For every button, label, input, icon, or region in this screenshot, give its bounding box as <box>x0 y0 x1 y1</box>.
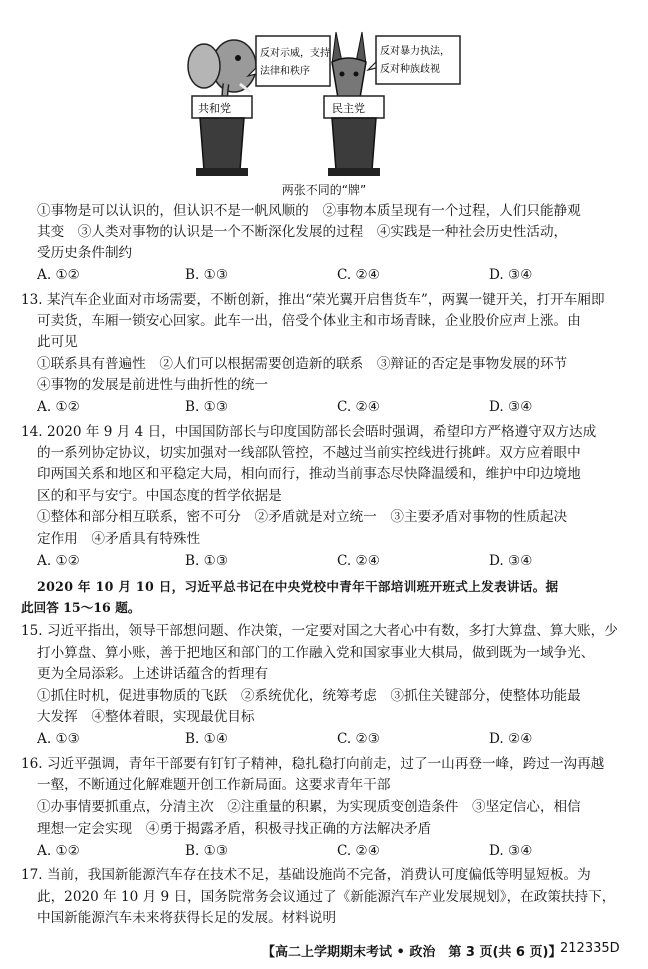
q12-option-b[interactable]: B. ①③ <box>185 267 229 283</box>
q14-option-a[interactable]: A. ①② <box>37 553 80 569</box>
q15-choice-line-1: ①抓住时机，促进事物质的飞跃 ②系统优化，统筹考虑 ③抓住关键部分，使整体功能最 <box>37 688 581 704</box>
bubble-left-line-2: 法律和秩序 <box>260 66 310 77</box>
q14-stem-line-1: 14. 2020 年 9 月 4 日，中国国防部长与印度国防部长会晤时强调，希望印方严格遵守双方达成 <box>21 424 597 440</box>
q13-stem-line-2: 可卖货，车厢一锁安心回家。此车一出，倍受个体业主和市场青睐，企业股价应声上涨。由 <box>37 313 581 329</box>
q13-stem-line-3: 此可见 <box>37 334 78 350</box>
q12-option-a[interactable]: A. ①② <box>37 267 80 283</box>
bubble-right-line-2: 反对种族歧视 <box>380 64 440 75</box>
q14-choice-line-1: ①整体和部分相互联系，密不可分 ②矛盾就是对立统一 ③主要矛盾对事物的性质起决 <box>37 509 568 525</box>
q15-choice-line-2: 大发挥 ④整体着眼，实现最优目标 <box>37 709 255 725</box>
q17-stem-line-2: 此，2020 年 10 月 9 日，国务院常务会议通过了《新能源汽车产业发展规划》，在政策扶持下， <box>37 889 616 905</box>
q14-choice-line-2: 定作用 ④矛盾具有特殊性 <box>37 531 201 547</box>
cartoon-caption: 两张不同的“牌” <box>281 183 367 197</box>
podium-label-right: 民主党 <box>332 102 365 115</box>
q16-option-c[interactable]: C. ②④ <box>337 843 380 859</box>
q14-option-b[interactable]: B. ①③ <box>185 553 229 569</box>
q12-choice-line-3: 受历史条件制约 <box>37 245 133 261</box>
q15-stem-line-2: 打小算盘、算小账，善于把地区和部门的工作融入党和国家事业大棋局，做到既为一域争光、 <box>37 645 595 661</box>
political-cartoon <box>186 22 466 180</box>
q14-stem-line-2: 的一系列协定协议，切实加强对一线部队管控，不越过当前实控线进行挑衅。双方应着眼中 <box>37 445 581 461</box>
q13-choice-line-1: ①联系具有普遍性 ②人们可以根据需要创造新的联系 ③辩证的否定是事物发展的环节 <box>37 356 568 372</box>
q14-stem-line-3: 印两国关系和地区和平稳定大局，相向而行，推动当前事态尽快降温缓和，维护中印边境地 <box>37 466 581 482</box>
bubble-right-line-1: 反对暴力执法， <box>380 46 450 57</box>
q12-option-d[interactable]: D. ③④ <box>489 267 533 283</box>
q15-stem-line-3: 更为全局添彩。上述讲话蕴含的哲理有 <box>37 666 269 682</box>
q13-option-a[interactable]: A. ①② <box>37 399 80 415</box>
q13-option-b[interactable]: B. ①③ <box>185 399 229 415</box>
footer-paper-code: 212335D <box>560 941 620 956</box>
q15-option-b[interactable]: B. ①④ <box>185 731 229 747</box>
q13-stem-line-1: 13. 某汽车企业面对市场需要，不断创新，推出“荣光翼开启售货车”，两翼一键开关，打开车厢即 <box>21 292 605 308</box>
footer-exam-title: 【高二上学期期末考试 • 政治 第 3 页(共 6 页)】 <box>262 945 562 960</box>
bubble-left-line-1: 反对示威，支持 <box>260 48 330 59</box>
q15-option-a[interactable]: A. ①③ <box>37 731 80 747</box>
q13-option-c[interactable]: C. ②④ <box>337 399 380 415</box>
q14-option-c[interactable]: C. ②④ <box>337 553 380 569</box>
section-intro-line-2: 此回答 15～16 题。 <box>21 600 141 615</box>
q16-choice-line-2: 理想一定会实现 ④勇于揭露矛盾，积极寻找正确的方法解决矛盾 <box>37 821 432 837</box>
q14-stem-line-4: 区的和平与安宁。中国态度的哲学依据是 <box>37 488 282 504</box>
q16-option-b[interactable]: B. ①③ <box>185 843 229 859</box>
q15-option-d[interactable]: D. ②④ <box>489 731 533 747</box>
q15-option-c[interactable]: C. ②③ <box>337 731 380 747</box>
q16-choice-line-1: ①办事情要抓重点，分清主次 ②注重量的积累，为实现质变创造条件 ③坚定信心，相信 <box>37 799 581 815</box>
q17-stem-line-3: 中国新能源汽车未来将获得长足的发展。材料说明 <box>37 910 337 926</box>
q12-choice-line-1: ①事物是可以认识的，但认识不是一帆风顺的 ②事物本质呈现有一个过程，人们只能静观 <box>37 203 581 219</box>
q15-stem-line-1: 15. 习近平指出，领导干部想问题、作决策，一定要对国之大者心中有数，多打大算盘、算大账，少 <box>21 623 618 639</box>
q12-choice-line-2: 其变 ③人类对事物的认识是一个不断深化发展的过程 ④实践是一种社会历史性活动， <box>37 224 568 240</box>
q12-option-c[interactable]: C. ②④ <box>337 267 380 283</box>
q13-option-d[interactable]: D. ③④ <box>489 399 533 415</box>
speech-bubble-right <box>376 36 460 84</box>
section-intro-line-1: 2020 年 10 月 10 日，习近平总书记在中央党校中青年干部培训班开班式上发表讲话。据 <box>37 579 559 594</box>
q16-stem-line-2: 一壑，不断通过化解难题开创工作新局面。这要求青年干部 <box>37 777 391 793</box>
q16-option-a[interactable]: A. ①② <box>37 843 80 859</box>
q16-stem-line-1: 16. 习近平强调，青年干部要有钉钉子精神，稳扎稳打向前走，过了一山再登一峰，跨过一沟再越 <box>21 756 605 772</box>
q17-stem-line-1: 17. 当前，我国新能源汽车存在技术不足，基础设施尚不完备，消费认可度偏低等明显短板。为 <box>21 867 591 883</box>
q16-option-d[interactable]: D. ③④ <box>489 843 533 859</box>
speech-bubble-left <box>256 36 330 86</box>
q14-option-d[interactable]: D. ③④ <box>489 553 533 569</box>
q13-choice-line-2: ④事物的发展是前进性与曲折性的统一 <box>37 377 269 393</box>
podium-label-left: 共和党 <box>198 102 231 115</box>
